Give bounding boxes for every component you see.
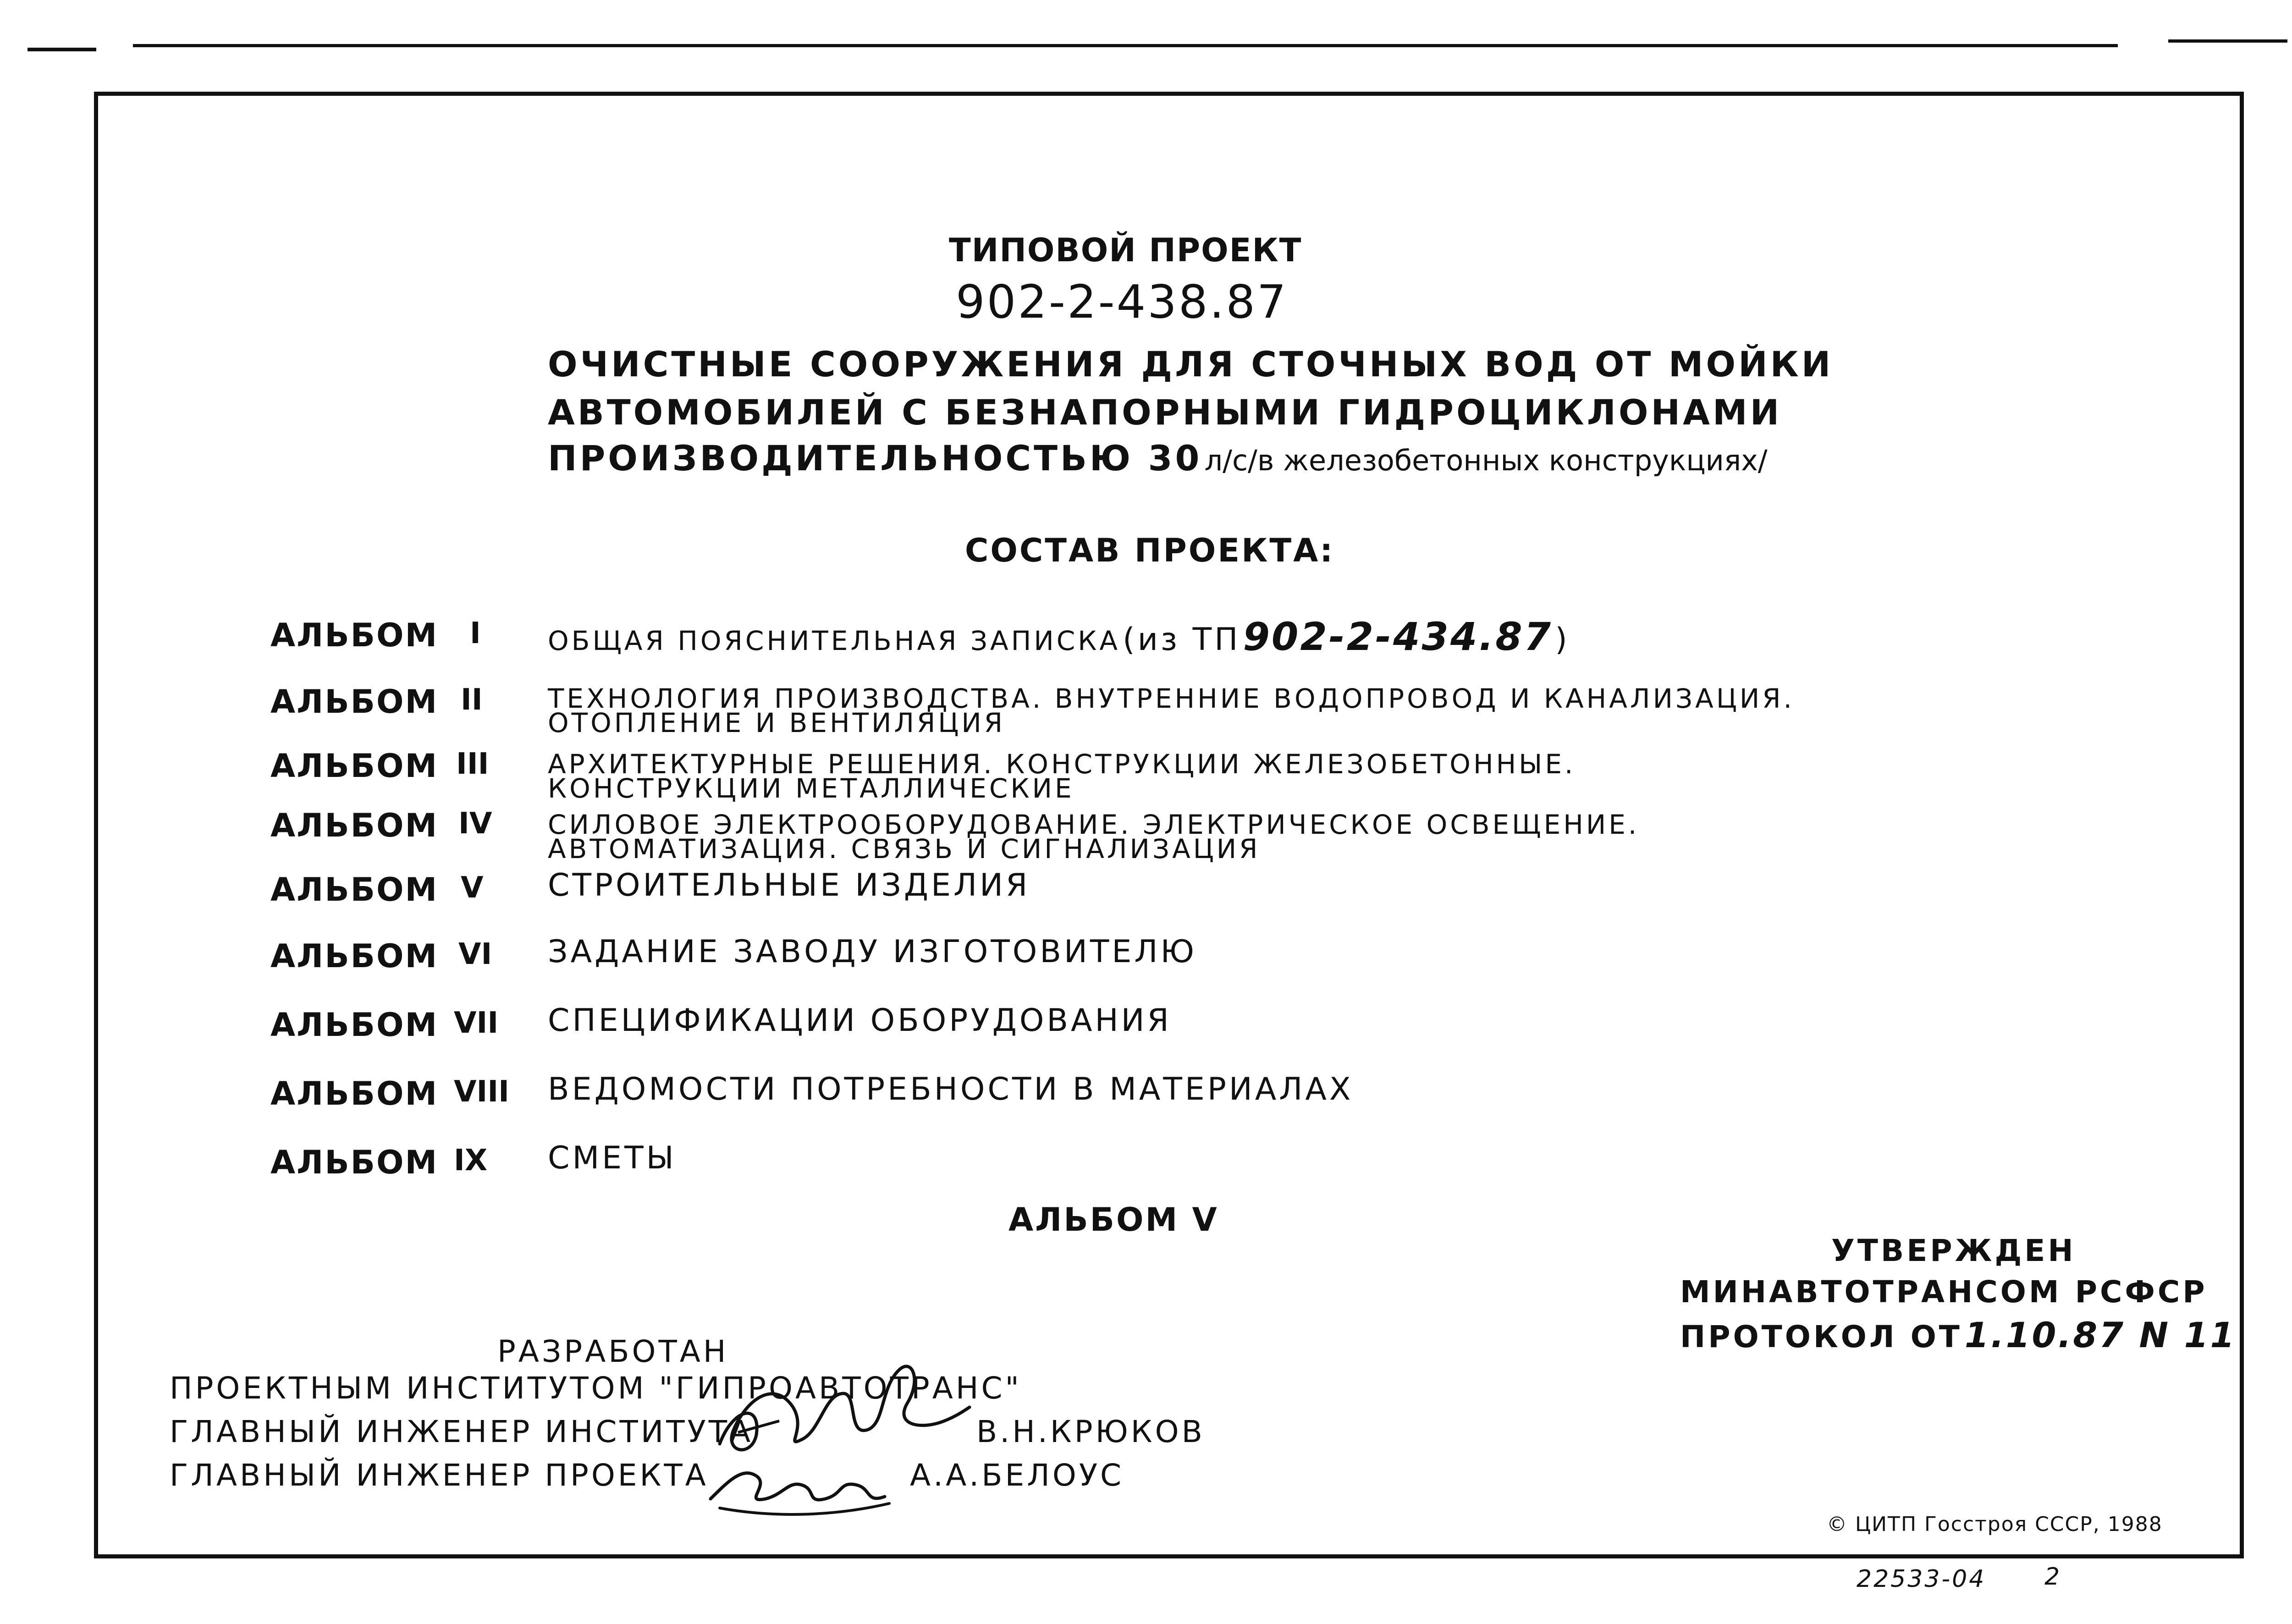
chief-engineer-institute-role: ГЛАВНЫЙ ИНЖЕНЕР ИНСТИТУТА bbox=[170, 1414, 754, 1449]
album-description: ВЕДОМОСТИ ПОТРЕБНОСТИ В МАТЕРИАЛАХ bbox=[548, 1071, 1354, 1107]
current-album: АЛЬБОМ V bbox=[1008, 1201, 1219, 1239]
top-line-center bbox=[133, 44, 2118, 47]
album-description-line-2: КОНСТРУКЦИИ МЕТАЛЛИЧЕСКИЕ bbox=[548, 773, 1074, 804]
album-label: АЛЬБОМ bbox=[270, 1006, 439, 1044]
album-number: VII bbox=[454, 1006, 499, 1040]
chief-engineer-institute-name: В.Н.КРЮКОВ bbox=[976, 1414, 1205, 1449]
signature-institute bbox=[706, 1352, 972, 1462]
developer-line-2: ПРОЕКТНЫМ ИНСТИТУТОМ "ГИПРОАВТОТРАНС" bbox=[170, 1371, 1022, 1406]
top-line-right bbox=[2168, 39, 2287, 43]
album-label: АЛЬБОМ bbox=[270, 937, 439, 975]
developer-line-1: РАЗРАБОТАН bbox=[497, 1334, 729, 1369]
subtitle-line-3 bbox=[548, 438, 1768, 479]
subtitle-line-2: АВТОМОБИЛЕЙ С БЕЗНАПОРНЫМИ ГИДРОЦИКЛОНАМИ bbox=[548, 392, 1782, 433]
chief-engineer-project-role: ГЛАВНЫЙ ИНЖЕНЕР ПРОЕКТА bbox=[170, 1458, 709, 1493]
album-label: АЛЬБОМ bbox=[270, 871, 439, 908]
album-number: II bbox=[461, 683, 483, 717]
approval-protocol: 1.10.87 N 11 bbox=[1964, 1315, 2237, 1355]
copyright-note: © ЦИТП Госстроя СССР, 1988 bbox=[1827, 1513, 2163, 1536]
album-description-line-2: АВТОМАТИЗАЦИЯ. СВЯЗЬ И СИГНАЛИЗАЦИЯ bbox=[548, 833, 1261, 864]
subtitle-line-3-main: ПРОИЗВОДИТЕЛЬНОСТЬЮ 30 bbox=[548, 438, 1202, 479]
approval-line-2: МИНАВТОТРАНСОМ РСФСР bbox=[1680, 1274, 2208, 1310]
chief-engineer-project-name: А.А.БЕЛОУС bbox=[910, 1458, 1124, 1493]
album-description: ОБЩАЯ ПОЯСНИТЕЛЬНАЯ ЗАПИСКА (из ТП 902-2-434.87 ) bbox=[548, 614, 1570, 659]
album-label: АЛЬБОМ bbox=[270, 617, 439, 654]
top-line-left bbox=[28, 48, 96, 51]
album-number: VI bbox=[458, 937, 492, 971]
album-source-code: 902-2-434.87 bbox=[1243, 614, 1553, 659]
album-description: АРХИТЕКТУРНЫЕ РЕШЕНИЯ. КОНСТРУКЦИИ ЖЕЛЕЗОБЕТОННЫЕ. bbox=[548, 749, 1576, 780]
project-code: 902-2-438.87 bbox=[956, 275, 1288, 329]
album-label: АЛЬБОМ bbox=[270, 1144, 439, 1181]
subtitle-line-3-rest: л/с/в железобетонных конструкциях/ bbox=[1204, 444, 1768, 477]
album-number: III bbox=[456, 747, 489, 781]
album-number: IV bbox=[458, 807, 492, 841]
approval-line-3: ПРОТОКОЛ ОТ 1.10.87 N 11 bbox=[1680, 1315, 2237, 1355]
album-description: СИЛОВОЕ ЭЛЕКТРООБОРУДОВАНИЕ. ЭЛЕКТРИЧЕСКОЕ ОСВЕЩЕНИЕ. bbox=[548, 809, 1640, 840]
album-label: АЛЬБОМ bbox=[270, 1075, 439, 1112]
signature-project bbox=[701, 1448, 898, 1522]
page-title: ТИПОВОЙ ПРОЕКТ bbox=[949, 231, 1302, 269]
album-label: АЛЬБОМ bbox=[270, 747, 439, 785]
album-description-line-2: ОТОПЛЕНИЕ И ВЕНТИЛЯЦИЯ bbox=[548, 707, 1006, 738]
album-label: АЛЬБОМ bbox=[270, 807, 439, 844]
composition-heading: СОСТАВ ПРОЕКТА: bbox=[965, 532, 1335, 569]
album-number: IX bbox=[454, 1144, 488, 1178]
album-description: СМЕТЫ bbox=[548, 1140, 677, 1176]
album-number: VIII bbox=[454, 1075, 509, 1109]
inventory-number: 22533-04 bbox=[1857, 1565, 1986, 1593]
album-description: СТРОИТЕЛЬНЫЕ ИЗДЕЛИЯ bbox=[548, 867, 1030, 903]
subtitle-line-1: ОЧИСТНЫЕ СООРУЖЕНИЯ ДЛЯ СТОЧНЫХ ВОД ОТ МОЙКИ bbox=[548, 344, 1834, 385]
album-number: V bbox=[461, 871, 484, 905]
album-description: ЗАДАНИЕ ЗАВОДУ ИЗГОТОВИТЕЛЮ bbox=[548, 934, 1197, 970]
album-description: ТЕХНОЛОГИЯ ПРОИЗВОДСТВА. ВНУТРЕННИЕ ВОДОПРОВОД И КАНАЛИЗАЦИЯ. bbox=[548, 683, 1795, 714]
album-number: I bbox=[470, 617, 481, 650]
album-description: СПЕЦИФИКАЦИИ ОБОРУДОВАНИЯ bbox=[548, 1002, 1172, 1039]
approval-line-1: УТВЕРЖДЕН bbox=[1831, 1233, 2076, 1268]
album-label: АЛЬБОМ bbox=[270, 683, 439, 721]
sheet-number: 2 bbox=[2044, 1563, 2062, 1591]
